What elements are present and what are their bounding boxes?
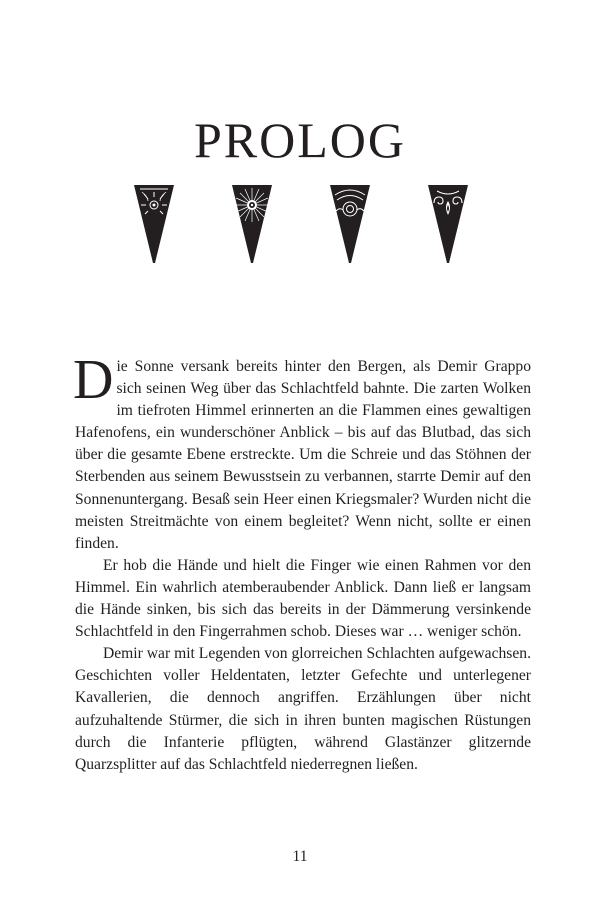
swirl-triangle-icon [428,183,468,263]
drop-cap: D [73,349,114,411]
sun-triangle-icon [232,183,272,263]
chapter-ornaments [0,183,600,263]
starburst-triangle-icon [134,183,174,263]
chapter-text [73,349,531,776]
paragraph-1-text: ie Sonne versank bereits hinter den Bergen, als Demir Grappo sich seinen Weg über das Schlachtfeld bahnte. Die zarten Wolken im tiefroten Himmel erinnerten an die Flammen eines gewaltigen Hafenofens, ein wunderschöner Anblick – bis auf das Blutbad, das sich über die gesamte Ebene erstreckte. Um die Schreie und das Stöhnen der Sterbenden aus seinem Bewusstsein zu verbannen, starrte Demir auf den Sonnenuntergang. Besaß sein Heer einen Kriegsmaler? Wurden nicht die meisten Streitmächte von einem begleitet? Wenn nicht, sollte er einen finden. [75,358,531,552]
paragraph-1 [73,349,531,555]
paragraph-3: Demir war mit Legenden von glorreichen Schlachten aufgewachsen. Geschichten voller Heldentaten, letzter Gefechte und unterlegener Kavallerien, die dennoch angriffen. Erzählungen über nicht aufzuhaltende Stürmer, die sich in ihren bunten magischen Rüstungen durch die Infanterie pflügten, während Glastänzer glitzernde Quarzsplitter auf das Schlachtfeld niederregnen ließen. [75,645,531,773]
paragraph-2: Er hob die Hände und hielt die Finger wie einen Rahmen vor den Himmel. Ein wahrlich atemberaubender Anblick. Dann ließ er langsam die Hände sinken, bis sich das bereits in der Dämmerung versinkende Schlachtfeld in den Fingerrahmen schob. Dieses war … weniger schön. [75,556,531,641]
page-number: 11 [292,848,308,865]
waves-triangle-icon [330,183,370,263]
chapter-title: PROLOG [193,112,407,168]
